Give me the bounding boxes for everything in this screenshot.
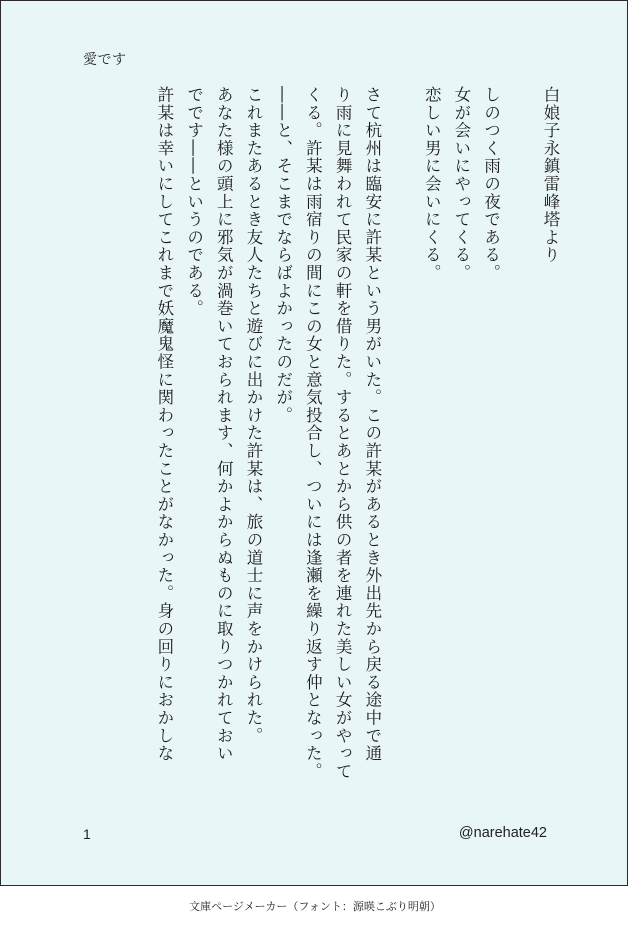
page-number: 1 bbox=[83, 826, 91, 842]
author-handle: @narehate42 bbox=[458, 825, 547, 841]
body-line: あなた様の頭上に邪気が渦巻いておられます、何かよからぬものに取りつかれておい bbox=[214, 86, 234, 763]
body-line: くる。許某は雨宿りの間にこの女と意気投合し、ついには逢瀬を繰り返す仲となった。 bbox=[303, 86, 323, 781]
body-line: 許某は幸いにしてこれまで妖魔鬼怪に関わったことがなかった。身の回りにおかしな bbox=[154, 86, 174, 763]
footer-credit: 文庫ページメーカー（フォント：源暎こぶり明朝） bbox=[189, 900, 441, 913]
intro-line: 女が会いにやってくる。 bbox=[451, 86, 471, 282]
body-line: り雨に見舞われて民家の軒を借りた。するとあとから供の者を連れた美しい女がやって bbox=[333, 86, 353, 781]
intro-line: 恋しい男に会いにくる。 bbox=[422, 86, 442, 282]
body-line: でです――というのである。 bbox=[184, 86, 204, 318]
body-line: さて杭州は臨安に許某という男がいた。この許某があるとき外出先から戻る途中で通 bbox=[362, 86, 382, 763]
body-line: ――と、そこまでならばよかったのだが。 bbox=[273, 86, 293, 425]
body-line: これまたあるとき友人たちと遊びに出かけた許某は、旅の道士に声をかけられた。 bbox=[244, 86, 263, 745]
chapter-title: 白娘子永鎮雷峰塔より bbox=[541, 86, 560, 264]
intro-line: しのつく雨の夜である。 bbox=[481, 86, 501, 282]
vertical-text-body bbox=[65, 86, 565, 796]
running-header-title: 愛です bbox=[83, 52, 127, 68]
